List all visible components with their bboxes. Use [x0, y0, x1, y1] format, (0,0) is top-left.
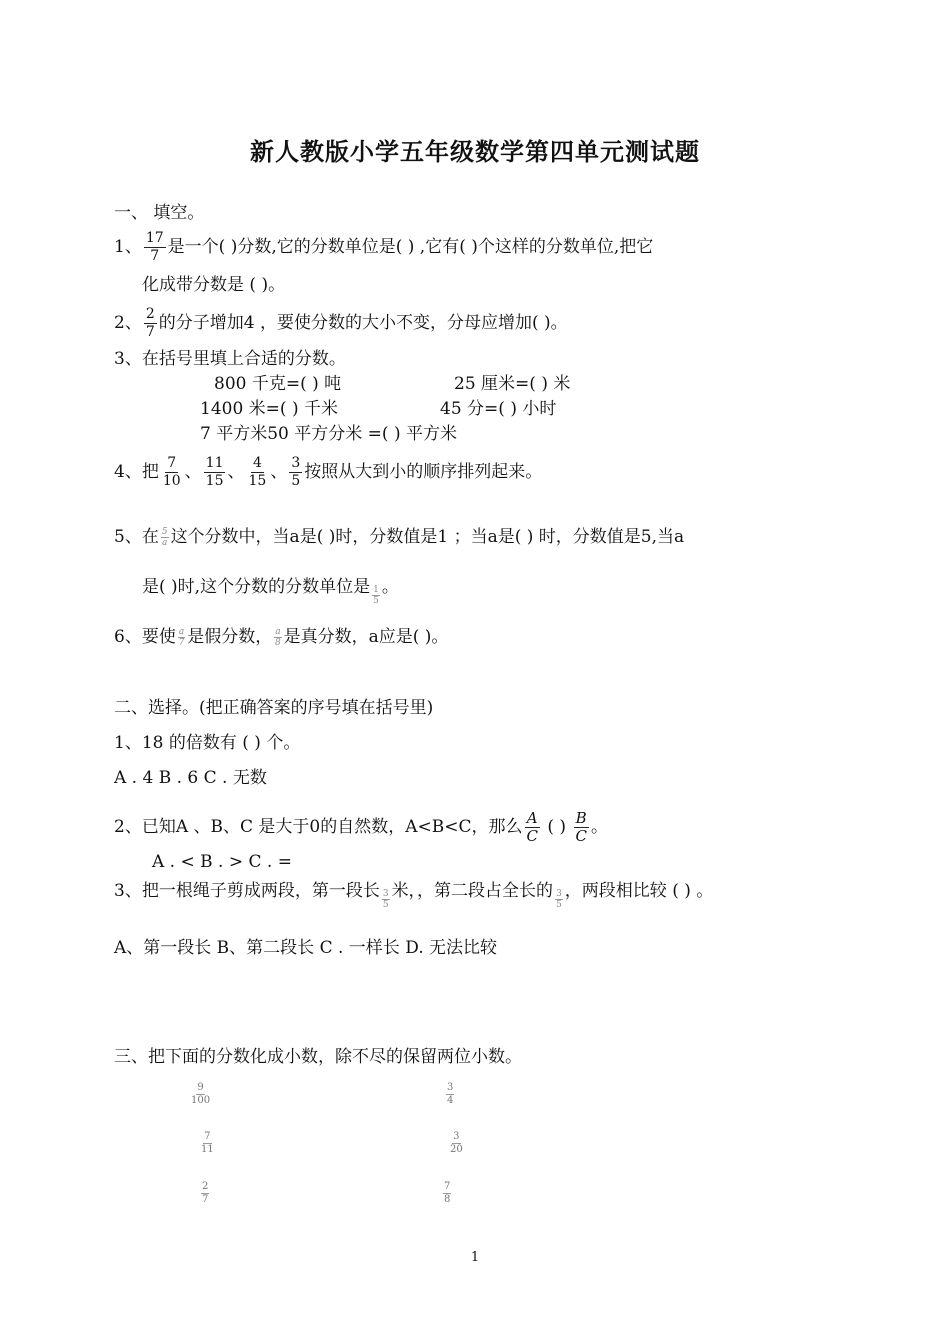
s1-q1-line1	[114, 230, 653, 265]
fraction-1-5: $\frac{1}{5}$	[373, 585, 379, 606]
fraction-5-a: $\frac{5}{a}$	[161, 527, 168, 548]
q1-number: 1、	[114, 237, 142, 257]
fraction-3-5: $\frac{3}{5}$	[291, 455, 301, 489]
s1-q3-r2b: 45 分=( ) 小时	[440, 399, 557, 419]
fraction-11-15: $\frac{11}{15}$	[205, 455, 224, 489]
s1-q4: 4、把 $\frac{7}{10}$ 、 $\frac{11}{15}$ 、 $\frac{4}{15}$ 、 $\frac{3}{5}$ 按照从大到小的顺序排列起来。	[114, 455, 543, 489]
section-2-heading: 二、选择。(把正确答案的序号填在括号里)	[114, 698, 434, 718]
section-3-heading: 三、把下面的分数化成小数，除不尽的保留两位小数。	[114, 1047, 522, 1067]
fraction-4-15: $\frac{4}{15}$	[248, 455, 267, 489]
conversion-fraction: $\frac{7}{8}$	[444, 1181, 451, 1205]
conversion-fraction: $\frac{7}{11}$	[201, 1131, 214, 1155]
s1-q3-r2a: 1400 米=( ) 千米	[200, 399, 338, 419]
s2-q3: 3、把一根绳子剪成两段，第一段长 $\frac{3}{5}$ 米，，第二段占全长的 $\frac{3}{5}$ ，两段相比较 ( ) 。	[114, 881, 714, 910]
conversion-fraction: $\frac{3}{4}$	[447, 1082, 454, 1106]
s1-q5-line1: 5、在 $\frac{5}{a}$ 这个分数中，当a是( )时，分数值是1 ；当a是( ) 时，分数值是5,当a	[114, 527, 685, 548]
conversion-fraction: $\frac{3}{20}$	[450, 1131, 463, 1155]
fraction-A-C: $\frac{A}{C}$	[526, 809, 538, 845]
conversion-fraction: $\frac{9}{100}$	[191, 1082, 211, 1106]
fraction-a-8: $\frac{a}{8}$	[275, 627, 281, 648]
s1-q5-line2: 是( )时,这个分数的分数单位是 $\frac{1}{5}$ 。	[142, 577, 399, 606]
s1-q3-heading: 3、在括号里填上合适的分数。	[114, 349, 346, 369]
q1-text: 是一个( )分数,它的分数单位是( ) ,它有( )个这样的分数单位,把它	[167, 237, 654, 257]
s2-q2: 2、已知A 、B、C 是大于0的自然数，A<B<C，那么 $\frac{A}{C}$ ( ) $\frac{B}{C}$ 。	[114, 809, 608, 845]
s2-q1-options: A . 4 B . 6 C . 无数	[114, 768, 267, 788]
fraction-B-C: $\frac{B}{C}$	[575, 809, 587, 845]
s1-q2: 2、 $\frac{2}{7}$ 的分子增加4 ，要使分数的大小不变，分母应增加( )。	[114, 306, 568, 340]
fraction-17-7: $\frac{17}{7}$	[145, 230, 164, 264]
page-number: 1	[470, 1250, 480, 1265]
fraction-2-7: $\frac{2}{7}$	[145, 306, 155, 340]
fraction-3-5-b: $\frac{3}{5}$	[556, 889, 562, 910]
s1-q1-line2: 化成带分数是 ( )。	[142, 275, 286, 295]
fraction-3-5-a: $\frac{3}{5}$	[382, 889, 389, 910]
s2-q1: 1、18 的倍数有 ( ) 个。	[114, 733, 301, 753]
fraction-a-7: $\frac{a}{7}$	[178, 627, 185, 648]
conversion-fraction: $\frac{2}{7}$	[202, 1181, 209, 1205]
s1-q3-r1a: 800 千克=( ) 吨	[214, 374, 342, 394]
page-title: 新人教版小学五年级数学第四单元测试题	[250, 137, 700, 166]
s1-q6: 6、要使 $\frac{a}{7}$ 是假分数， $\frac{a}{8}$ 是真分数，a应是( )。	[114, 627, 449, 648]
s2-q2-options: A . < B . > C . =	[152, 852, 292, 872]
s1-q3-r3: 7 平方米50 平方分米 =( ) 平方米	[200, 424, 457, 444]
s1-q3-r1b: 25 厘米=( ) 米	[454, 374, 571, 394]
s2-q3-options: A、第一段长 B、第二段长 C . 一样长 D. 无法比较	[114, 938, 498, 958]
section-1-heading: 一、 填空。	[114, 203, 205, 223]
fraction-7-10: $\frac{7}{10}$	[162, 455, 181, 489]
